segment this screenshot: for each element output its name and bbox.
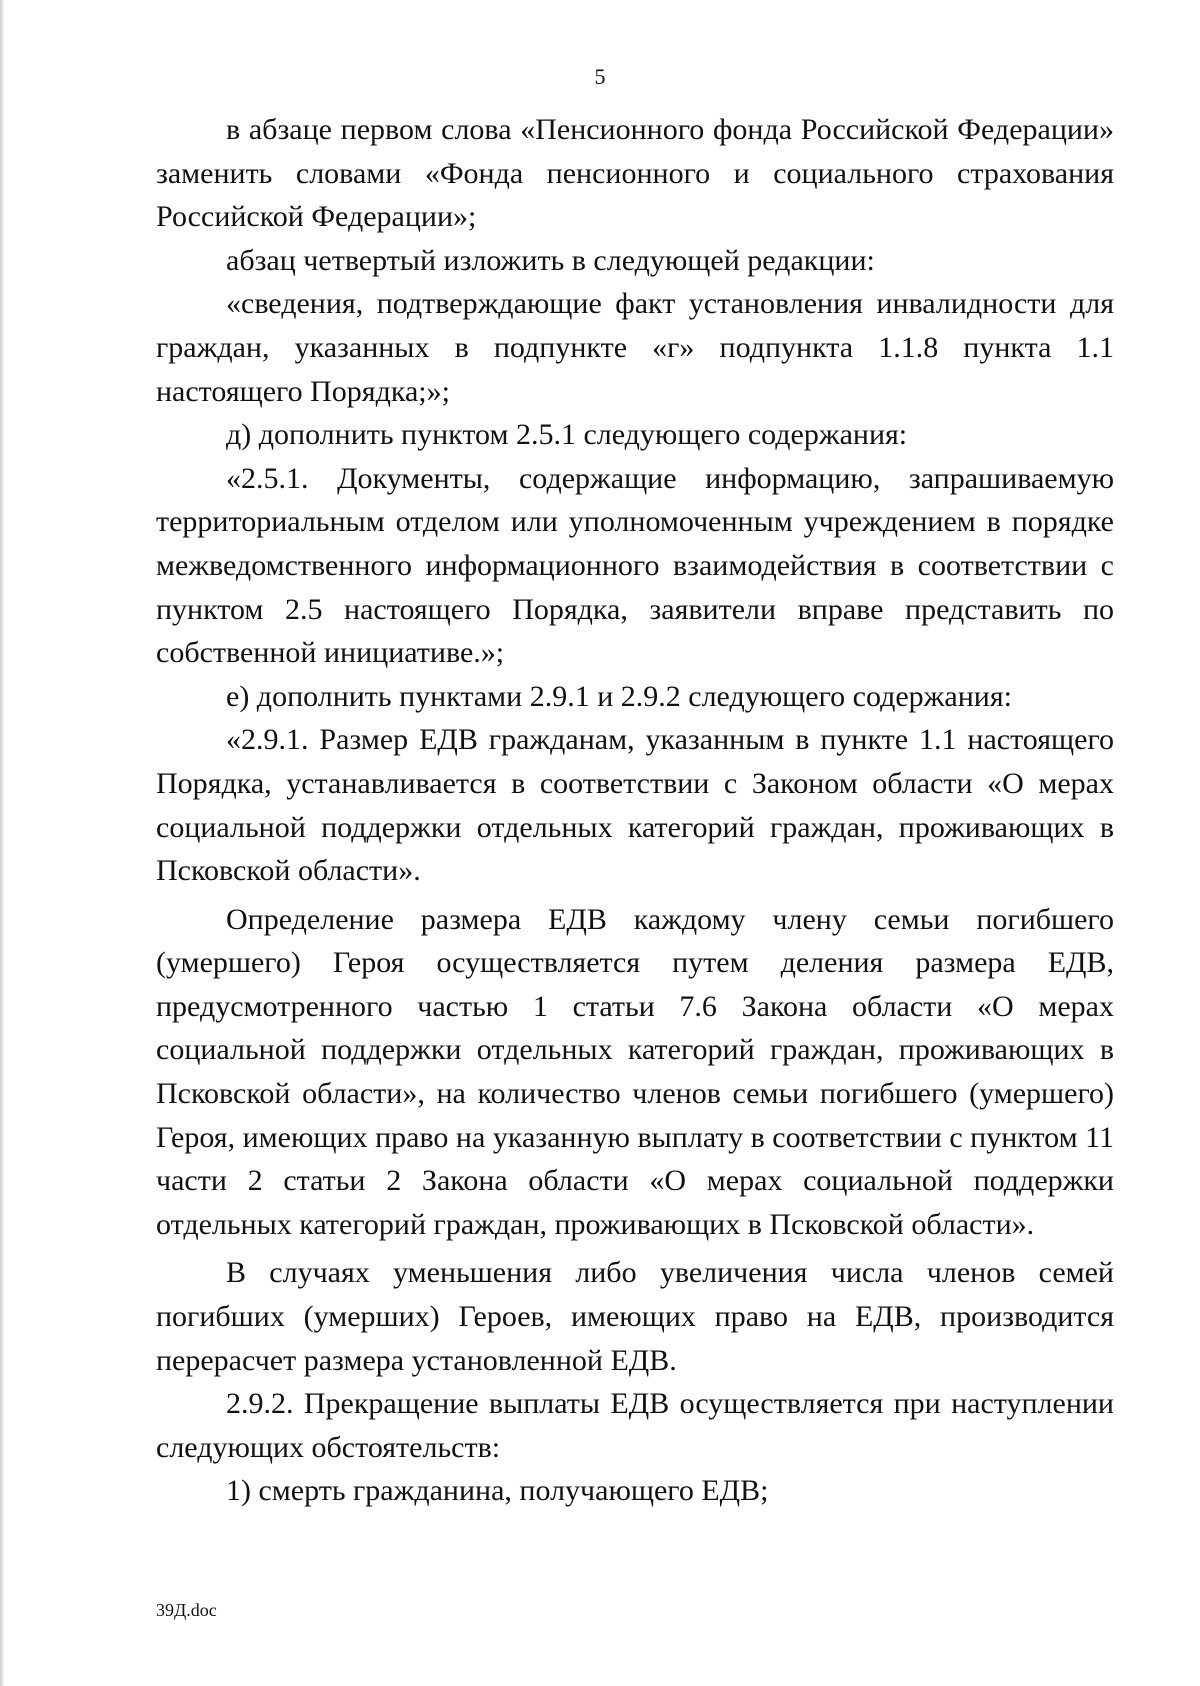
paragraph-3: «сведения, подтверждающие факт установления инвалидности для граждан, указанных в подпункте «г» подпункта 1.1.8 пункта 1.1 настоящего Порядка;»;	[156, 287, 1114, 408]
file-reference: 39Д.doc	[156, 1600, 217, 1620]
paragraph-9: В случаях уменьшения либо увеличения числа членов семей погибших (умерших) Героев, имеющих право на ЕДВ, производится перерасчет размера установленной ЕДВ.	[156, 1256, 1114, 1377]
page-number: 5	[594, 64, 606, 89]
document-body	[156, 108, 1114, 1513]
paragraph-6: е) дополнить пунктами 2.9.1 и 2.9.2 следующего содержания:	[226, 679, 1012, 713]
scan-edge	[0, 0, 4, 1686]
paragraph-1: в абзаце первом слова «Пенсионного фонда Российской Федерации» заменить словами «Фонда пенсионного и социального страхования Российской Федерации»;	[156, 113, 1114, 234]
paragraph-11: 1) смерть гражданина, получающего ЕДВ;	[226, 1474, 769, 1508]
paragraph-4: д) дополнить пунктом 2.5.1 следующего содержания:	[226, 418, 908, 452]
paragraph-8: Определение размера ЕДВ каждому члену семьи погибшего (умершего) Героя осуществляется путем деления размера ЕДВ, предусмотренного частью 1 статьи 7.6 Закона области «О мерах социальной поддержки отдельных категорий граждан, проживающих в Псковской области», на количество членов семьи погибшего (умершего) Героя, имеющих право на указанную выплату в соответствии с пунктом 11 части 2 статьи 2 Закона области «О мерах социальной поддержки отдельных категорий граждан, проживающих в Псковской области».	[156, 902, 1114, 1241]
paragraph-2: абзац четвертый изложить в следующей редакции:	[226, 243, 875, 277]
paragraph-10: 2.9.2. Прекращение выплаты ЕДВ осуществляется при наступлении следующих обстоятельств:	[156, 1387, 1114, 1464]
paragraph-5: «2.5.1. Документы, содержащие информацию, запрашиваемую территориальным отделом или уполномоченным учреждением в порядке межведомственного информационного взаимодействия в соответствии с пунктом 2.5 настоящего Порядка, заявители вправе представить по собственной инициативе.»;	[156, 461, 1114, 670]
paragraph-7: «2.9.1. Размер ЕДВ гражданам, указанным в пункте 1.1 настоящего Порядка, устанавливается в соответствии с Законом области «О мерах социальной поддержки отдельных категорий граждан, проживающих в Псковской области».	[156, 723, 1114, 888]
